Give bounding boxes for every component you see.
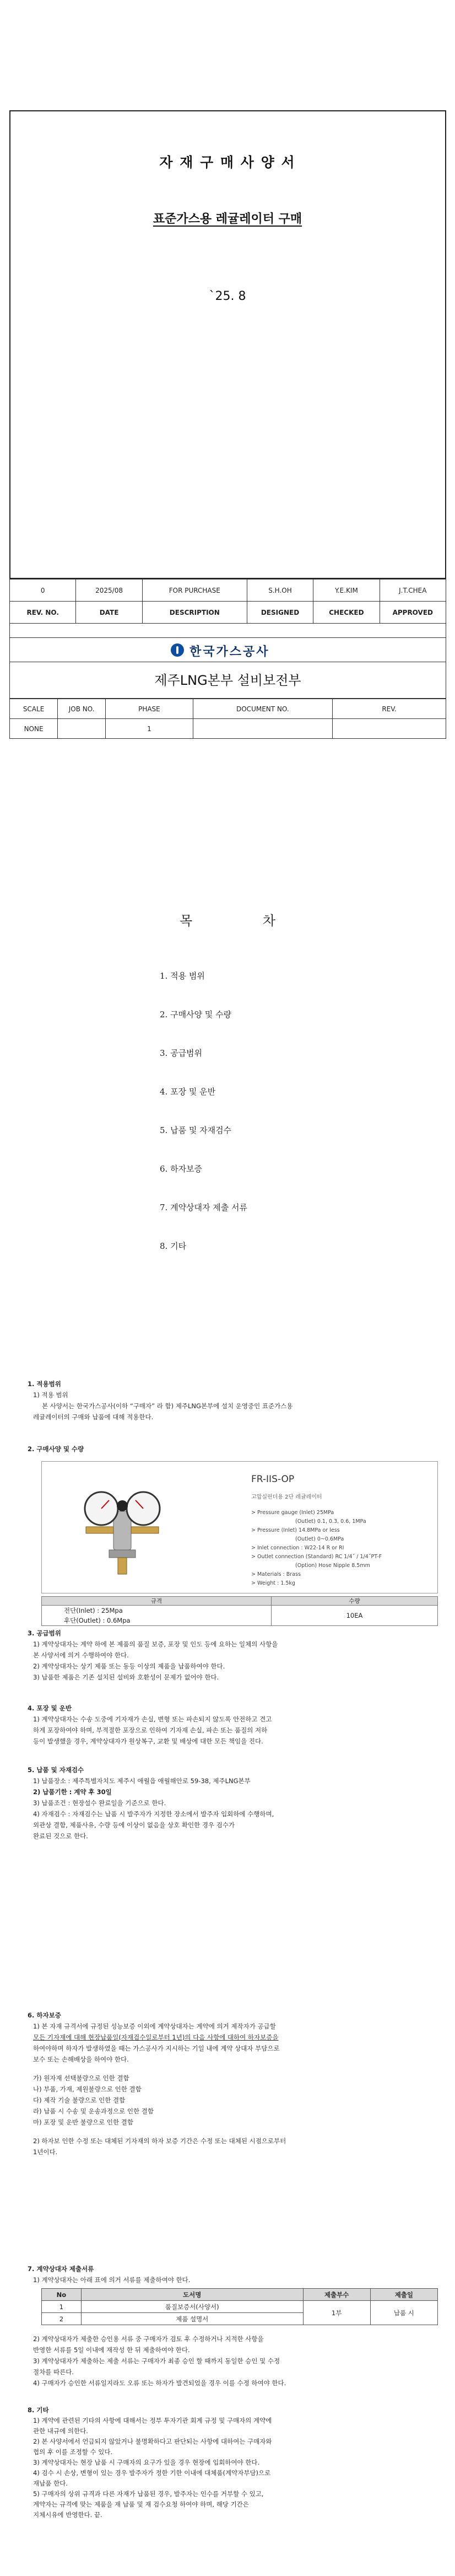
toc-item[interactable]: 4. 포장 및 운반 (160, 1087, 216, 1097)
rev-checked: Y.E.KIM (313, 579, 380, 602)
toc-item[interactable]: 6. 하자보증 (160, 1164, 203, 1174)
spec-line: > Outlet connection (Standard) RC 1/4˝ / 1/4˝PT-F (251, 1554, 382, 1560)
section-1 (28, 1378, 435, 1423)
section-7-notes (28, 2333, 435, 2389)
submission-table (41, 2288, 438, 2325)
cover-frame (9, 110, 446, 579)
spacer-band (9, 623, 446, 637)
doc-name-header: 도서명 (81, 2289, 303, 2301)
row-doc-name: 품질보증서(사양서) (81, 2301, 303, 2313)
rev-no-header: REV. NO. (10, 602, 76, 624)
subject-title: 표준가스용 레귤레이터 구매 (153, 212, 302, 226)
section-heading: 3. 공급범위 (28, 1629, 61, 1637)
section-text: 1) 계약상대자는 수송 도중에 기자재가 손실, 변형 또는 파손되지 않도록 안전하고 견고 (33, 1715, 272, 1723)
section-5 (28, 1764, 435, 1842)
checked-header: CHECKED (313, 602, 380, 624)
spec-line: > Weight : 1.5kg (251, 1580, 295, 1586)
blank-line (28, 2065, 435, 2073)
section-text: 마) 포장 및 운반 불량으로 인한 결함 (33, 2118, 133, 2126)
department-name: 제주LNG본부 설비보전부 (9, 662, 446, 699)
section-heading: 8. 기타 (28, 2406, 49, 2414)
scale-value: NONE (10, 719, 58, 739)
rev-description: FOR PURCHASE (142, 579, 247, 602)
row-no: 1 (42, 2301, 82, 2313)
copies-cell: 1부 (303, 2301, 370, 2325)
toc-item[interactable]: 3. 공급범위 (160, 1048, 203, 1058)
issue-date: `25. 8 (209, 289, 246, 303)
row-no: 2 (42, 2313, 82, 2325)
section-text: 1) 계약상대자는 계약 하에 본 제품의 품질 보증, 포장 및 인도 등에 요하는 일체의 사항을 (33, 1640, 278, 1648)
revision-row (10, 579, 446, 602)
inlet-spec: 전단(Inlet) : 25Mpa (64, 1607, 123, 1614)
section-8 (28, 2405, 435, 2520)
section-text: 다) 제작 기술 불량으로 인한 결함 (33, 2096, 126, 2104)
company-logo-band (9, 637, 446, 662)
doc-info-value-row (10, 719, 446, 739)
section-heading: 6. 하자보증 (28, 2011, 61, 2019)
section-6 (28, 2010, 435, 2158)
section-text: 3) 납품조건 : 현장설수 완료일을 기준으로 한다. (33, 1799, 166, 1807)
submit-cell: 납품 시 (370, 2301, 437, 2325)
section-text: 5) 구매자의 상위 규격과 다른 자재가 납품된 경우, 발주자는 인수를 거부할 수 있고, (33, 2490, 264, 2498)
job-no-header: JOB NO. (58, 699, 106, 719)
rev-approved: J.T.CHEA (380, 579, 446, 602)
outlet-spec: 후단(Outlet) : 0.6Mpa (64, 1617, 131, 1624)
revision-table (9, 579, 446, 624)
document-type-title: 자 재 구 매 사 양 서 (159, 154, 296, 170)
section-subheading: 1) 적용 범위 (33, 1391, 68, 1399)
section-heading: 7. 계약상대자 제출서류 (28, 2265, 94, 2273)
toc-item[interactable]: 2. 구매사양 및 수량 (160, 1010, 232, 1019)
product-description: 고압실린더용 2단 레귤레이터 (251, 1494, 322, 1500)
section-text: 반영한 서류를 5일 이내에 재작성 한 뒤 제출하여야 한다. (33, 2346, 190, 2354)
document-no-header: DOCUMENT NO. (193, 699, 332, 719)
spec-table-header (42, 1597, 438, 1606)
blank-line (28, 2128, 435, 2135)
rev-no: 0 (10, 579, 76, 602)
section-text: 4) 구매자가 승인한 서류일지라도 오류 또는 하자가 발견되었을 경우 이를 수정 하여야 한다. (33, 2379, 286, 2387)
section-heading: 5. 납품 및 자재검수 (28, 1766, 84, 1774)
toc-item[interactable]: 8. 기타 (160, 1241, 187, 1251)
section-text: 재납품 한다. (33, 2480, 68, 2487)
section-heading: 1. 적용범위 (28, 1380, 61, 1388)
revision-header-row (10, 602, 446, 624)
company-name: 한국가스공사 (189, 645, 270, 659)
table-row (42, 2301, 438, 2313)
section-text: 2) 납품기한 : 계약 후 30일 (33, 1788, 112, 1796)
product-model: FR-IIS-OP (251, 1474, 295, 1485)
qty-cell: 10EA (272, 1606, 438, 1626)
doc-info-header-row (10, 699, 446, 719)
section-7 (28, 2263, 435, 2285)
section-text: 보수 또는 손해배상을 하여야 한다. (33, 2056, 129, 2063)
document-info-table (9, 699, 446, 739)
spec-cell (42, 1606, 272, 1626)
section-text: 지체시유에 반영한다. 끝. (33, 2511, 102, 2519)
spec-column-header: 규격 (42, 1597, 272, 1606)
section-text: 2) 계약상대자는 상기 제품 또는 동등 이상의 제품을 납품하여야 한다. (33, 1662, 225, 1670)
section-4 (28, 1703, 435, 1747)
section-text: 1) 본 자재 규격서에 규정된 성능보증 이외에 계약상대자는 계약에 의거 제작자가 공급할 (33, 2022, 276, 2030)
section-text: 4) 검수 시 손상, 변형이 있는 경우 발주자가 정한 기한 이내에 대체품(계약자부담)으로 (33, 2469, 271, 2477)
section-text: 하게 포장하여야 하며, 부적절한 포장으로 인하여 기자재 손실, 파손 또는 품질의 저하 (33, 1726, 268, 1734)
section-text: 나) 부품, 가재, 제원불량으로 인한 결함 (33, 2085, 142, 2093)
scale-header: SCALE (10, 699, 58, 719)
spec-line: (Outlet) 0.1, 0.3, 0.6, 1MPa (295, 1518, 366, 1525)
section-text: 본 사양서는 한국가스공사(이하 “구매자” 라 함) 제주LNG본부에 설치 운영중인 표준가스용 (42, 1402, 293, 1410)
product-spec-box (41, 1461, 438, 1593)
purchase-spec-table (41, 1596, 438, 1626)
phase-header: PHASE (106, 699, 193, 719)
toc-list (160, 970, 247, 1279)
section-text: 모든 기자재에 대해 현장납품일(자재검수일로부터 1년)의 다음 사항에 대하여 하자보증을 (33, 2033, 279, 2041)
spec-line: > Pressure (Inlet) 14.8MPa or less (251, 1527, 340, 1533)
toc-item[interactable]: 1. 적용 범위 (160, 971, 205, 981)
toc-item[interactable]: 5. 납품 및 자재검수 (160, 1125, 232, 1135)
toc-title: 목 차 (180, 913, 308, 929)
rev-date: 2025/08 (76, 579, 142, 602)
qty-column-header: 수량 (272, 1597, 438, 1606)
section-text: 가) 원자재 선택불량으로 인한 결함 (33, 2074, 129, 2082)
toc-item[interactable]: 7. 계약상대자 제출 서류 (160, 1203, 248, 1212)
section-text: 하여야하며 하자가 발생하였을 때는 가스공사가 지시하는 기일 내에 계약 상대자 부담으로 (33, 2044, 280, 2052)
section-text: 4) 자재검수 : 자재검수는 납품 시 발주자가 지정한 장소에서 발주자 입회하에 수행하며, (33, 1810, 274, 1818)
section-text: 협의 후 이를 조정할 수 있다. (33, 2448, 113, 2456)
spec-line: > Materials : Brass (251, 1571, 301, 1577)
submission-header-row (42, 2289, 438, 2301)
regulator-image (75, 1478, 169, 1583)
section-text: 1년이다. (33, 2148, 58, 2156)
no-header: No (42, 2289, 82, 2301)
table-row (42, 1606, 438, 1626)
section-text: 3) 납품한 제품은 기존 설치된 설비와 호환성이 문제가 없어야 한다. (33, 1673, 219, 1681)
section-text: 외관상 결함, 제품사유, 수량 등에 이상이 없음을 상호 확인한 경우 검수가 (33, 1821, 235, 1829)
spec-line: > Inlet connection : W22-14 R or RI (251, 1545, 344, 1551)
rev-header: REV. (333, 699, 446, 719)
section-text: 2) 하자보 인한 수정 또는 대체된 기자재의 하자 보증 기간은 수정 또는 대체된 시점으로부터 (33, 2137, 286, 2145)
section-text: 2) 본 사양서에서 언급되지 않았거나 불명확하다고 판단되는 사항에 대하여는 구매자와 (33, 2438, 272, 2445)
copies-header: 제출부수 (303, 2289, 370, 2301)
rev-value (333, 719, 446, 739)
section-2-heading-wrap (28, 1443, 435, 1455)
row-doc-name: 제품 설명서 (81, 2313, 303, 2325)
date-header: DATE (76, 602, 142, 624)
product-spec-list (251, 1509, 382, 1588)
section-text: 절차를 따른다. (33, 2368, 74, 2376)
section-text: 1) 계약상대자는 아래 표에 의거 서류를 제출하여야 한다. (33, 2276, 191, 2284)
section-heading: 2. 구매사양 및 수량 (28, 1445, 84, 1453)
job-no-value (58, 719, 106, 739)
designed-header: DESIGNED (247, 602, 313, 624)
section-text: 본 사양서에 의거 수행하여야 한다. (33, 1651, 129, 1659)
section-text: 1) 계약에 관련된 기타의 사항에 대해서는 정부 투자기관 회계 규정 및 구매자의 계약에 (33, 2417, 272, 2424)
spec-line: (Option) Hose Nipple 8.5mm (295, 1563, 370, 1569)
approved-header: APPROVED (380, 602, 446, 624)
document-no-value (193, 719, 332, 739)
section-3 (28, 1628, 435, 1683)
section-heading: 4. 포장 및 운반 (28, 1704, 72, 1712)
section-text: 계약자는 규격에 맞는 제품을 재 납품 및 재 검수요청 하여야 하며, 해당 기간은 (33, 2500, 249, 2508)
spec-line: (Outlet) 0~0.6MPa (295, 1536, 344, 1542)
section-text: 레귤레이터의 구매와 납품에 대해 적용한다. (33, 1413, 154, 1421)
section-text: 등이 발생했을 경우, 계약상대자가 원상복구, 교환 및 배상에 대한 모든 책임을 진다. (33, 1737, 263, 1745)
kogas-logo-icon (171, 643, 184, 657)
phase-value: 1 (106, 719, 193, 739)
submit-date-header: 제출일 (370, 2289, 437, 2301)
section-text: 완료된 것으로 한다. (33, 1832, 88, 1840)
section-text: 2) 계약상대자가 제출한 승인용 서류 중 구매자가 검토 후 수정하거나 지적한 사항을 (33, 2335, 264, 2343)
description-header: DESCRIPTION (142, 602, 247, 624)
section-text: 관한 내규에 의한다. (33, 2427, 88, 2435)
section-text: 3) 계약상대자는 현장 납품 시 구매자의 요구가 있을 경우 현장에 입회하여야 한다. (33, 2459, 260, 2466)
section-text: 라) 납품 시 수송 및 운송과정으로 인한 결함 (33, 2107, 154, 2115)
rev-designed: S.H.OH (247, 579, 313, 602)
section-text: 3) 계약상대자가 제출하는 제출 서류는 구매자가 최종 승인 할 때까지 동일한 승인 및 수정 (33, 2357, 280, 2365)
section-text: 1) 납품장소 : 제주특별자치도 제주시 애월읍 애월해안로 59-38, 제주LNG본부 (33, 1777, 251, 1785)
spec-line: > Pressure gauge (Inlet) 25MPa (251, 1510, 334, 1516)
